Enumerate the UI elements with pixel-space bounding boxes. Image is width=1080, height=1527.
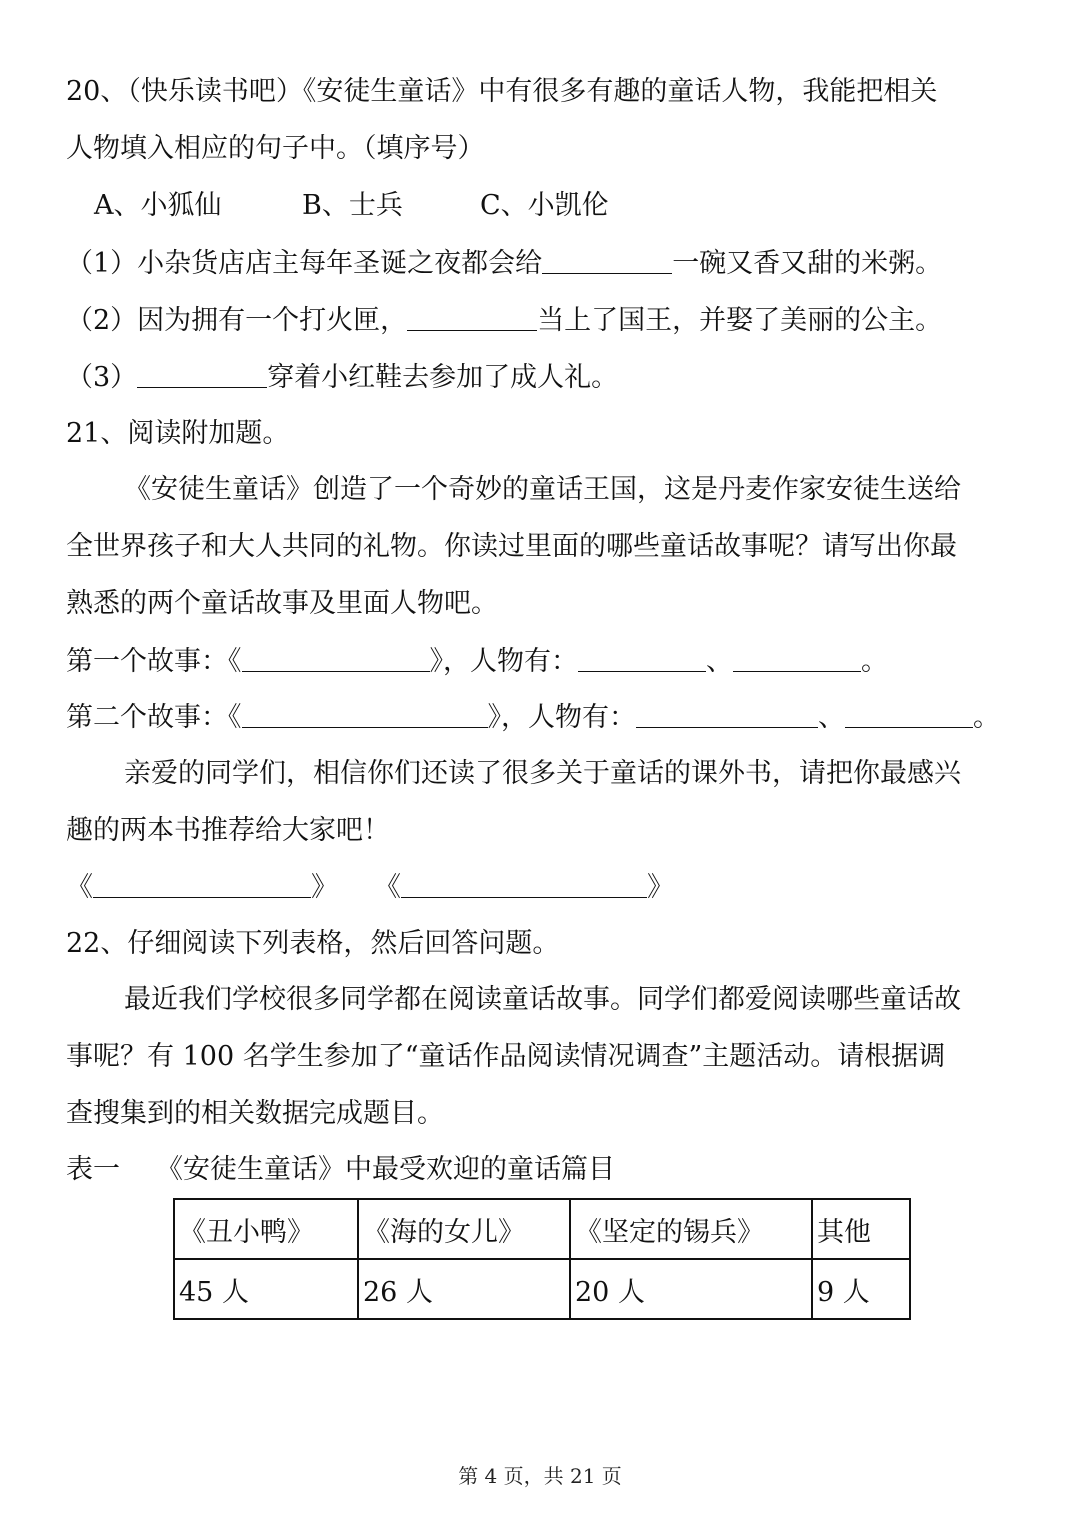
- q20-s3-post: 穿着小红鞋去参加了成人礼。: [267, 362, 619, 393]
- book-recommend-row: [66, 867, 674, 907]
- story1-character2-blank[interactable]: [733, 641, 861, 672]
- table-value-cell: 20 人: [570, 1259, 812, 1319]
- q21-paragraph2-line2: 趣的两本书推荐给大家吧！: [66, 815, 390, 846]
- story2-sep: 、: [818, 702, 845, 733]
- q20-sentence-3: [66, 357, 618, 397]
- q20-s3-pre: （3）: [66, 362, 138, 393]
- q20-option-c: C、小凯伦: [480, 190, 609, 221]
- story2-mid: 》，人物有：: [487, 702, 636, 733]
- q20-line2: 人物填入相应的句子中。（填序号）: [66, 133, 485, 164]
- q20-s2-pre: （2）因为拥有一个打火匣，: [66, 305, 408, 336]
- table-header-cell: 《海的女儿》: [358, 1199, 570, 1259]
- table-header-cell: 其他: [812, 1199, 910, 1259]
- q22-paragraph-line3: 查搜集到的相关数据完成题目。: [66, 1098, 444, 1129]
- table-value-cell: 26 人: [358, 1259, 570, 1319]
- q20-option-a: A、小狐仙: [94, 190, 222, 221]
- story1-end: 。: [861, 646, 888, 677]
- page-footer: 第 4 页，共 21 页: [458, 1464, 622, 1488]
- q20-line1: 20、（快乐读书吧）《安徒生童话》中有很多有趣的童话人物，我能把相关: [66, 76, 938, 107]
- q21-paragraph1-line1: 《安徒生童话》创造了一个奇妙的童话王国，这是丹麦作家安徒生送给: [124, 474, 961, 505]
- table-header-row: [174, 1199, 910, 1259]
- book2-close: 》: [647, 872, 674, 903]
- q20-sentence-1: [66, 243, 942, 283]
- q21-paragraph1-line3: 熟悉的两个童话故事及里面人物吧。: [66, 588, 498, 619]
- story2-character2-blank[interactable]: [845, 697, 973, 728]
- q21-story2-row: [66, 697, 1000, 737]
- answer-blank-1[interactable]: [542, 243, 672, 274]
- q20-s1-pre: （1）小杂货店店主每年圣诞之夜都会给: [66, 248, 543, 279]
- q22-paragraph-line2: 事呢？有 100 名学生参加了“童话作品阅读情况调查”主题活动。请根据调: [66, 1041, 946, 1072]
- book1-open: 《: [66, 872, 93, 903]
- story1-label: 第一个故事：《: [66, 646, 242, 677]
- survey-table: [173, 1198, 911, 1320]
- table-header-cell: 《丑小鸭》: [174, 1199, 358, 1259]
- story1-title-blank[interactable]: [242, 641, 430, 672]
- q21-title: 21、阅读附加题。: [66, 418, 290, 449]
- q22-title: 22、仔细阅读下列表格，然后回答问题。: [66, 928, 560, 959]
- q21-paragraph1-line2: 全世界孩子和大人共同的礼物。你读过里面的哪些童话故事呢？请写出你最: [66, 531, 957, 562]
- book2-open: 《: [374, 872, 401, 903]
- table-header-cell: 《坚定的锡兵》: [570, 1199, 812, 1259]
- q20-s1-post: 一碗又香又甜的米粥。: [672, 248, 943, 279]
- story2-character1-blank[interactable]: [636, 697, 818, 728]
- q20-option-b: B、士兵: [302, 190, 403, 221]
- answer-blank-3[interactable]: [137, 357, 267, 388]
- story1-character1-blank[interactable]: [578, 641, 706, 672]
- q21-story1-row: [66, 641, 888, 681]
- table-value-cell: 45 人: [174, 1259, 358, 1319]
- book1-blank[interactable]: [93, 867, 311, 898]
- story2-title-blank[interactable]: [242, 697, 488, 728]
- q21-paragraph2-line1: 亲爱的同学们，相信你们还读了很多关于童话的课外书，请把你最感兴: [124, 758, 961, 789]
- q22-paragraph-line1: 最近我们学校很多同学都在阅读童话故事。同学们都爱阅读哪些童话故: [124, 984, 961, 1015]
- book1-close: 》: [311, 872, 338, 903]
- table-value-row: [174, 1259, 910, 1319]
- story1-sep: 、: [706, 646, 733, 677]
- table-caption-title: 《安徒生童话》中最受欢迎的童话篇目: [156, 1154, 615, 1185]
- book2-blank[interactable]: [401, 867, 647, 898]
- q20-sentence-2: [66, 300, 942, 340]
- table-caption-label: 表一: [66, 1154, 120, 1185]
- q20-s2-post: 当上了国王，并娶了美丽的公主。: [537, 305, 943, 336]
- story1-mid: 》，人物有：: [429, 646, 578, 677]
- story2-end: 。: [973, 702, 1000, 733]
- answer-blank-2[interactable]: [407, 300, 537, 331]
- table-caption: [66, 1150, 615, 1190]
- table-value-cell: 9 人: [812, 1259, 910, 1319]
- story2-label: 第二个故事：《: [66, 702, 242, 733]
